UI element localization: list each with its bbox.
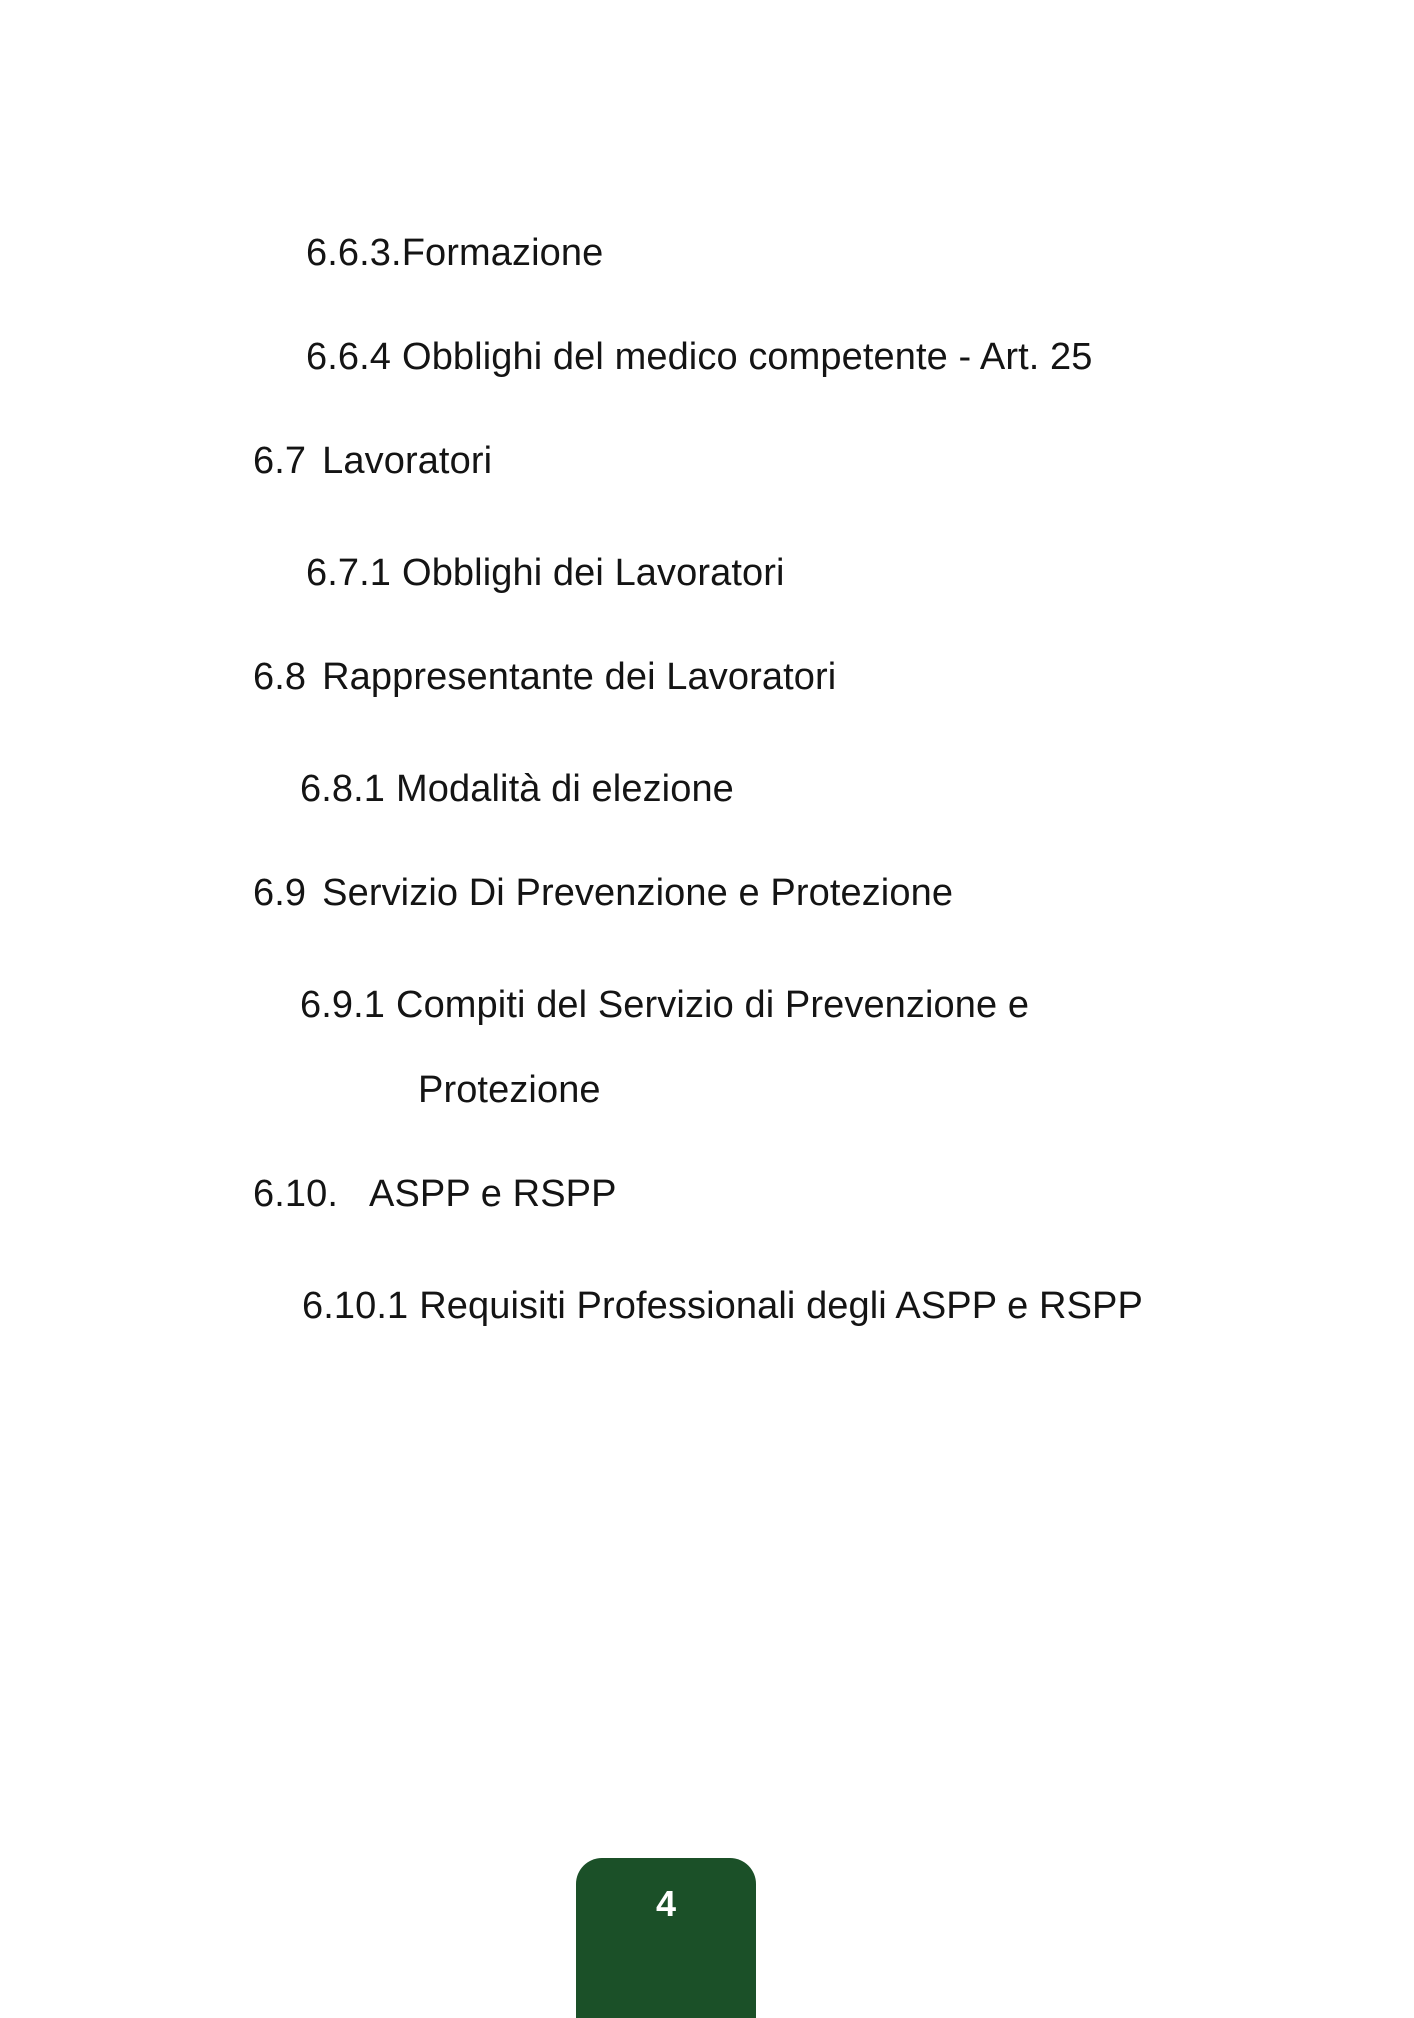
page-number-tab [576,1858,756,2018]
toc-entry-6-6-4[interactable] [306,334,1093,380]
toc-entry-6-7-1[interactable] [306,550,785,596]
toc-entry-6-9-1-continuation[interactable] [418,1067,601,1113]
toc-entry-6-9[interactable] [253,870,953,916]
toc-entry-title: Rappresentante dei Lavoratori [322,656,837,698]
toc-entry-title: Lavoratori [322,440,493,482]
toc-entry-6-6-3[interactable] [306,230,603,276]
toc-entry-number: 6.10. [253,1173,339,1215]
toc-entry-number: 6.9.1 [300,984,386,1026]
toc-entry-number: 6.6.3. [306,232,402,274]
toc-entry-title: ASPP e RSPP [369,1173,617,1215]
toc-entry-number: 6.7 [253,440,307,482]
toc-entry-6-7[interactable] [253,438,492,484]
toc-entry-title: Modalità di elezione [396,768,734,810]
toc-entry-6-8[interactable] [253,654,836,700]
page-number: 4 [655,1883,677,1924]
toc-entry-number: 6.7.1 [306,552,392,594]
toc-entry-title: Formazione [401,232,604,274]
toc-entry-6-8-1[interactable] [300,766,734,812]
toc-entry-title-continuation: Protezione [418,1069,601,1111]
toc-entry-number: 6.8.1 [300,768,386,810]
toc-entry-number: 6.6.4 [306,336,392,378]
toc-entry-title: Compiti del Servizio di Prevenzione e [396,984,1030,1026]
toc-entry-6-10-1[interactable] [302,1283,1143,1329]
toc-entry-title: Servizio Di Prevenzione e Protezione [322,872,954,914]
toc-entry-number: 6.10.1 [302,1285,409,1327]
toc-entry-title: Obblighi dei Lavoratori [402,552,785,594]
toc-entry-number: 6.9 [253,872,307,914]
toc-entry-number: 6.8 [253,656,307,698]
toc-entry-title: Obblighi del medico competente - Art. 25 [402,336,1093,378]
toc-entry-6-10[interactable] [253,1171,617,1217]
toc-entry-6-9-1[interactable] [300,982,1029,1028]
toc-entry-title: Requisiti Professionali degli ASPP e RSPP [419,1285,1143,1327]
